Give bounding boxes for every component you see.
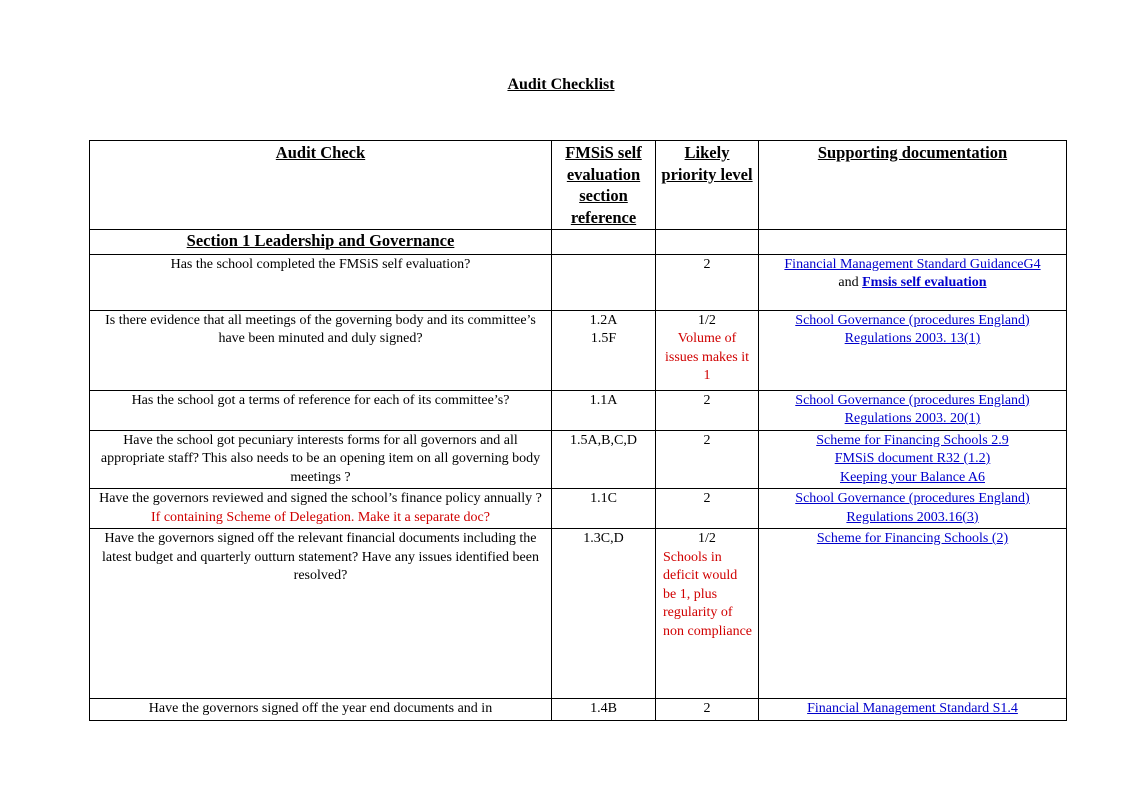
header-supporting-documentation: Supporting documentation xyxy=(759,141,1067,230)
documentation-link[interactable]: FMSiS document R32 (1.2) xyxy=(834,451,991,466)
priority-cell: 2 xyxy=(656,390,759,430)
table-row xyxy=(90,254,1067,310)
conjunction-text: and xyxy=(838,275,859,290)
priority-cell: 2 xyxy=(656,699,759,721)
reference-cell: 1.4B xyxy=(552,699,656,721)
reference-value: 1.2A xyxy=(589,312,618,328)
documentation-link[interactable]: Keeping your Balance A6 xyxy=(839,469,985,485)
empty-cell xyxy=(656,230,759,255)
documentation-cell xyxy=(759,310,1067,390)
documentation-cell xyxy=(759,529,1067,699)
audit-check-text: Have the governors reviewed and signed the school’s finance policy annually ? xyxy=(99,491,542,506)
documentation-link[interactable]: Financial Management Standard GuidanceG4 xyxy=(784,256,1041,272)
documentation-link[interactable]: School Governance (procedures England) xyxy=(795,491,1030,506)
documentation-link[interactable]: School Governance (procedures England) xyxy=(795,312,1030,328)
documentation-cell xyxy=(759,699,1067,721)
documentation-link[interactable]: School Governance (procedures England) xyxy=(795,392,1030,408)
empty-cell xyxy=(552,230,656,255)
table-row xyxy=(90,529,1067,699)
table-row xyxy=(90,489,1067,529)
header-priority-level: Likely priority level xyxy=(656,141,759,230)
table-row xyxy=(90,390,1067,430)
priority-value: 1/2 xyxy=(698,312,716,328)
table-row xyxy=(90,430,1067,489)
documentation-cell xyxy=(759,254,1067,310)
priority-note: Schools in deficit would be 1, plus regularity of non compliance xyxy=(663,549,753,639)
reference-cell: 1.1A xyxy=(552,390,656,430)
priority-note: Volume of issues makes it 1 xyxy=(665,331,749,383)
audit-check-cell xyxy=(90,489,552,529)
audit-check-cell: Have the governors signed off the year end documents and in xyxy=(90,699,552,721)
section-title: Section 1 Leadership and Governance xyxy=(186,231,455,250)
section-title-cell xyxy=(90,230,552,255)
reference-cell xyxy=(552,310,656,390)
header-audit-check: Audit Check xyxy=(90,141,552,230)
table-row xyxy=(90,310,1067,390)
page-title: Audit Checklist xyxy=(507,76,615,93)
reference-cell: 1.3C,D xyxy=(552,529,656,699)
audit-check-cell: Has the school completed the FMSiS self evaluation? xyxy=(90,254,552,310)
reference-value: 1.5F xyxy=(590,331,617,346)
reference-cell xyxy=(552,254,656,310)
documentation-link[interactable]: Regulations 2003. 20(1) xyxy=(844,411,981,426)
header-fmsis-reference: FMSiS self evaluation section reference xyxy=(552,141,656,230)
section-row xyxy=(90,230,1067,255)
priority-cell: 2 xyxy=(656,254,759,310)
documentation-link[interactable]: Regulations 2003. 13(1) xyxy=(844,331,981,346)
documentation-link[interactable]: Financial Management Standard S1.4 xyxy=(807,701,1018,716)
audit-check-cell: Have the school got pecuniary interests forms for all governors and all appropriate staff? This also needs to be an opening item on all governing body meetings ? xyxy=(90,430,552,489)
priority-value: 1/2 xyxy=(698,531,716,546)
documentation-cell xyxy=(759,430,1067,489)
priority-cell xyxy=(656,529,759,699)
documentation-link[interactable]: Scheme for Financing Schools (2) xyxy=(816,531,1009,546)
header-row xyxy=(90,141,1067,230)
priority-cell: 2 xyxy=(656,430,759,489)
table-row xyxy=(90,699,1067,721)
documentation-cell xyxy=(759,489,1067,529)
audit-check-note: If containing Scheme of Delegation. Make it a separate doc? xyxy=(151,509,490,525)
documentation-cell xyxy=(759,390,1067,430)
documentation-link[interactable]: Fmsis self evaluation xyxy=(862,275,987,290)
audit-check-cell: Has the school got a terms of reference for each of its committee’s? xyxy=(90,390,552,430)
priority-cell: 2 xyxy=(656,489,759,529)
priority-cell xyxy=(656,310,759,390)
documentation-link[interactable]: Regulations 2003.16(3) xyxy=(846,509,979,525)
documentation-link[interactable]: Scheme for Financing Schools 2.9 xyxy=(816,432,1009,448)
audit-check-cell: Have the governors signed off the relevant financial documents including the latest budget and quarterly outturn statement? Have any issues identified been resolved? xyxy=(90,529,552,699)
audit-check-cell: Is there evidence that all meetings of the governing body and its committee’s have been minuted and duly signed? xyxy=(90,310,552,390)
audit-checklist-table xyxy=(89,140,1067,721)
empty-cell xyxy=(759,230,1067,255)
reference-cell: 1.5A,B,C,D xyxy=(552,430,656,489)
reference-cell: 1.1C xyxy=(552,489,656,529)
